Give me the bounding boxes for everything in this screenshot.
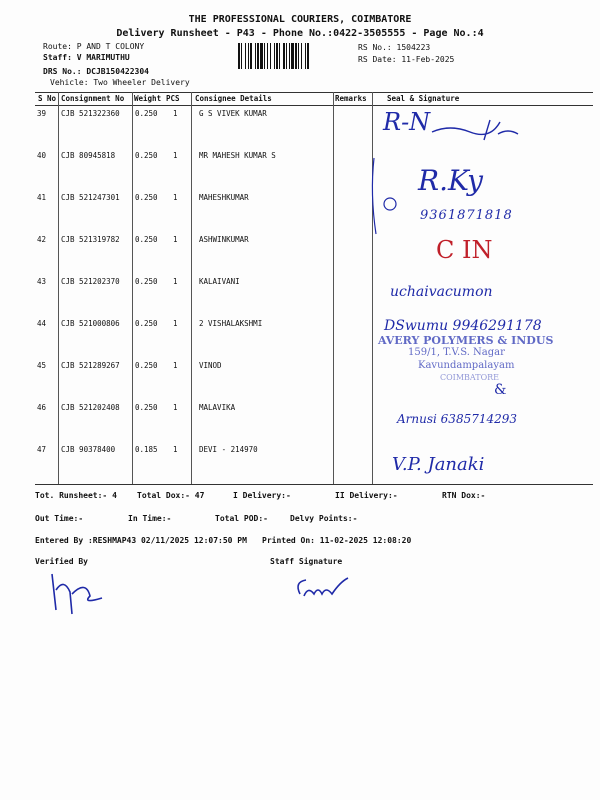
delvy-points: Delvy Points:- [290,514,358,523]
row-weight: 0.185 [135,445,158,454]
staff-label: Staff: V MARIMUTHU [43,53,130,62]
stamp-line-3: Kavundampalayam [418,360,515,371]
row-weight: 0.250 [135,193,158,202]
row-consignment-no: CJB 521319782 [61,235,120,244]
stamp-line-1: AVERY POLYMERS & INDUS [378,334,554,347]
runsheet-subtitle: Delivery Runsheet - P43 - Phone No.:0422-3505555 - Page No.:4 [116,28,484,39]
barcode-bar [283,43,285,69]
barcode-bar [301,43,302,69]
row-sno: 45 [37,361,47,370]
barcode-bar [279,43,280,69]
row-weight: 0.250 [135,109,158,118]
barcode-bar [307,43,309,69]
entered-by: Entered By :RESHMAP43 02/11/2025 12:07:50 PM [35,536,247,545]
signature-scribble [430,114,520,142]
row-consignee: 2 VISHALAKSHMI [199,319,263,328]
barcode-bar [257,43,259,69]
barcode-bar [305,43,306,69]
row-pcs: 1 [173,403,178,412]
staff-signature-label: Staff Signature [270,557,343,566]
staff-signature-mark [288,572,358,604]
row-pcs: 1 [173,109,178,118]
barcode-bar [264,43,265,69]
printed-on: Printed On: 11-02-2025 12:08:20 [262,536,412,545]
table-bottom-border [35,484,593,485]
verifier-signature [42,570,112,620]
signature-row-47: V.P. Janaki [392,454,485,475]
row-pcs: 1 [173,361,178,370]
barcode-bar [245,43,246,69]
row-consignee: MALAVIKA [199,403,236,412]
table-row [35,440,593,482]
route-label: Route: P AND T COLONY [43,42,145,51]
row-consignee: MR MAHESH KUMAR S [199,151,276,160]
row-weight: 0.250 [135,403,158,412]
stamp-line-4: COIMBATORE [440,373,500,382]
rs-no-label: RS No.: 1504223 [358,43,431,52]
barcode-bar [250,43,252,69]
row-consignment-no: CJB 521202370 [61,277,120,286]
signature-row-39: R-N [383,108,431,136]
barcode-bar [260,43,263,69]
row-consignment-no: CJB 521202408 [61,403,120,412]
row-consignee: KALAIVANI [199,277,240,286]
row-consignment-no: CJB 521322360 [61,109,120,118]
row-pcs: 1 [173,151,178,160]
row-sno: 44 [37,319,47,328]
row-consignee: MAHESHKUMAR [199,193,249,202]
col-consignment: Consignment No [61,94,125,103]
signature-row-42: C IN [436,236,493,264]
handwritten-phone-41: 9361871818 [420,208,513,223]
row-consignee: G S VIVEK KUMAR [199,109,267,118]
signature-row-46: Arnusi 6385714293 [397,412,518,426]
row-consignment-no: CJB 521000806 [61,319,120,328]
barcode-bar [291,43,294,69]
row-consignment-no: CJB 521247301 [61,193,120,202]
barcode-bar [289,43,290,69]
rs-date-label: RS Date: 11-Feb-2025 [358,55,455,64]
barcode-bar [255,43,256,69]
vehicle-label: Vehicle: Two Wheeler Delivery [50,78,190,87]
total-pod: Total POD:- [215,514,268,523]
barcode-bar [274,43,275,69]
verified-by-label: Verified By [35,557,88,566]
barcode-bar [270,43,271,69]
col-consignee: Consignee Details [195,94,272,103]
bracket-mark [368,154,398,238]
barcode-bar [286,43,287,69]
row-consignee: VINOD [199,361,222,370]
row-pcs: 1 [173,319,178,328]
drs-label: DRS No.: DCJB150422304 [43,67,149,76]
row-sno: 40 [37,151,47,160]
company-title: THE PROFESSIONAL COURIERS, COIMBATORE [188,14,412,25]
col-pcs: PCS [166,94,180,103]
barcode-bar [298,43,299,69]
col-seal-signature: Seal & Signature [387,94,460,103]
rtn-dox: RTN Dox:- [442,491,486,500]
col-remarks: Remarks [335,94,367,103]
row-pcs: 1 [173,277,178,286]
row-consignment-no: CJB 90378400 [61,445,116,454]
barcode-bar [241,43,242,69]
row-weight: 0.250 [135,277,158,286]
row-pcs: 1 [173,445,178,454]
row-pcs: 1 [173,193,178,202]
row-pcs: 1 [173,235,178,244]
row-sno: 43 [37,277,47,286]
total-dox: Total Dox:- 47 [137,491,205,500]
barcode-bar [295,43,297,69]
in-time: In Time:- [128,514,172,523]
row-consignment-no: CJB 521289267 [61,361,120,370]
barcode-bar [238,43,240,69]
row-consignee: ASHWINKUMAR [199,235,249,244]
row-sno: 39 [37,109,47,118]
signature-row-40: R.Ky [418,164,483,197]
row-weight: 0.250 [135,151,158,160]
col-weight: Weight [134,94,162,103]
table-row [35,230,593,272]
out-time: Out Time:- [35,514,84,523]
row-sno: 46 [37,403,47,412]
barcode-bar [267,43,268,69]
signature-row-44: DSwumu 9946291178 [384,318,542,334]
barcode-bar [276,43,278,69]
row-sno: 42 [37,235,47,244]
stamp-line-2: 159/1, T.V.S. Nagar [408,347,505,358]
row-weight: 0.250 [135,235,158,244]
i-delivery: I Delivery:- [233,491,291,500]
ii-delivery: II Delivery:- [335,491,398,500]
col-sno: S No [38,94,57,103]
barcode-bar [248,43,249,69]
row-weight: 0.250 [135,319,158,328]
tot-runsheet: Tot. Runsheet:- 4 [35,491,117,500]
row-weight: 0.250 [135,361,158,370]
signature-row-43: uchaivacumon [390,284,493,300]
ampersand-mark: & [494,382,507,398]
row-consignment-no: CJB 80945818 [61,151,116,160]
row-consignee: DEVI - 214970 [199,445,258,454]
table-row [35,272,593,314]
row-sno: 41 [37,193,47,202]
row-sno: 47 [37,445,47,454]
table-row [35,146,593,188]
barcode [238,43,352,69]
